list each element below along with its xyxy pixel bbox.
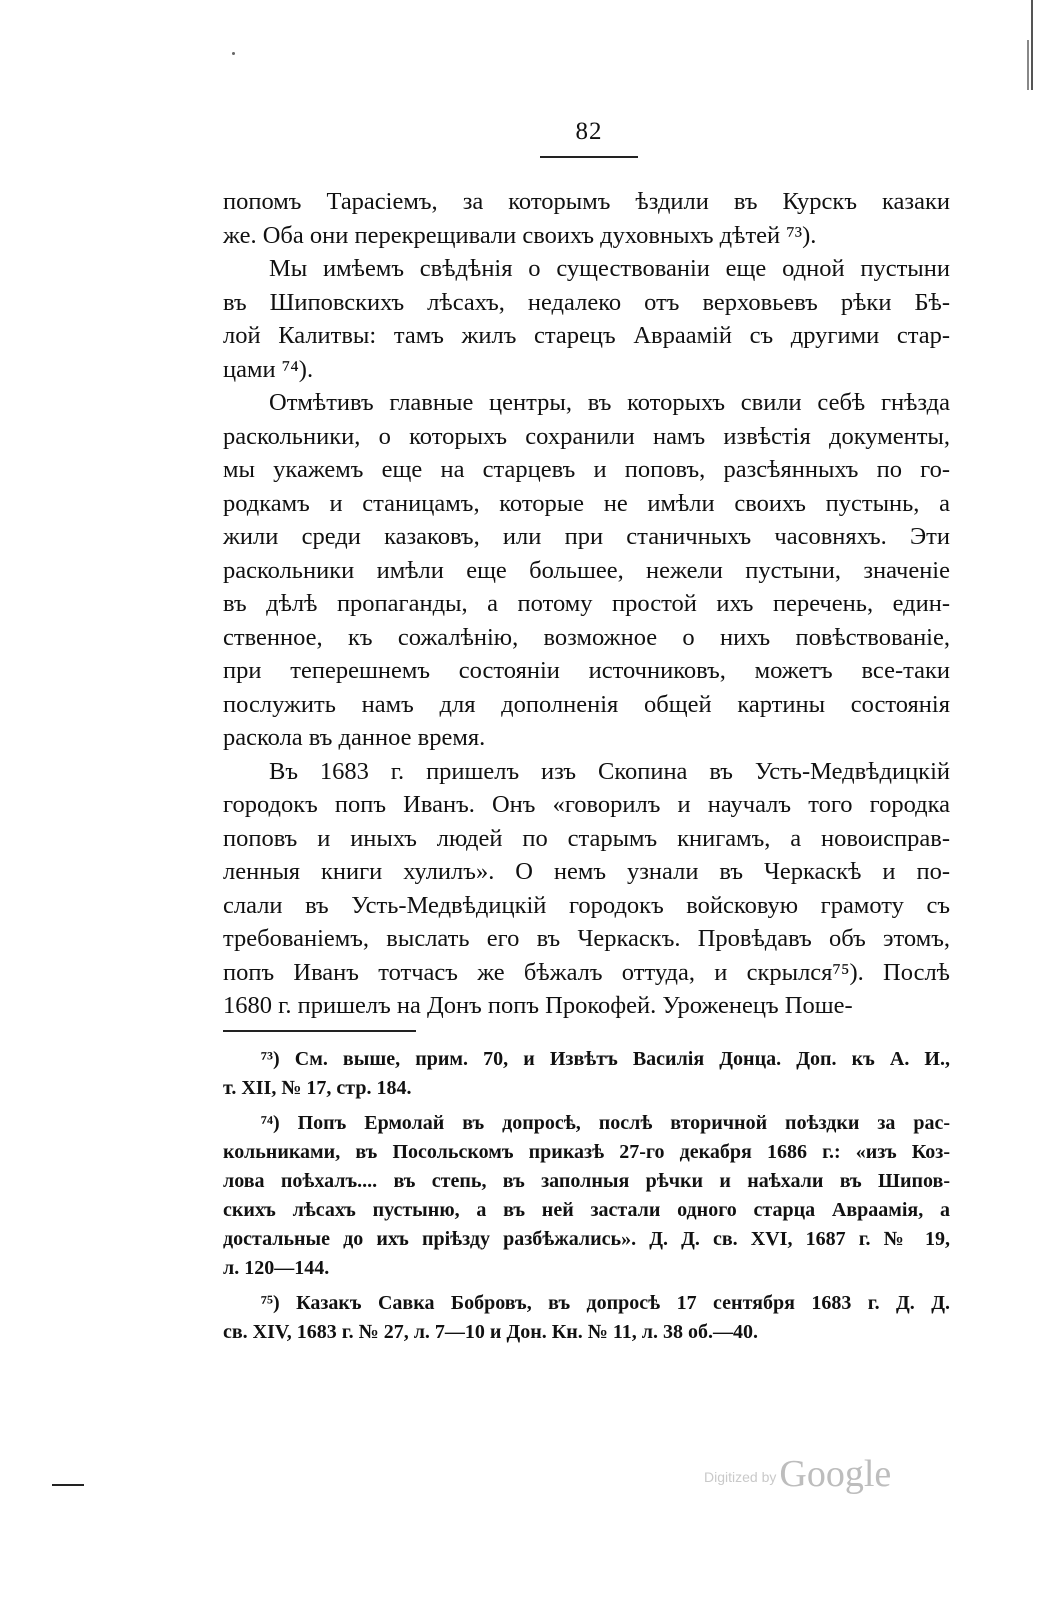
text-line: попомъ Тарасіемъ, за которымъ ѣздили въ Курскъ казаки (223, 188, 950, 215)
scan-edge-mark (52, 1484, 84, 1486)
scan-edge-mark (1031, 0, 1033, 90)
footnote-line: т. XII, № 17, стр. 184. (223, 1077, 412, 1099)
text-line: ленныя книги хулилъ». О немъ узнали въ Черкаскѣ и по- (223, 858, 950, 885)
footnote-line: л. 120—144. (223, 1257, 330, 1279)
text-line: ственное, къ сожалѣнію, возможное о нихъ повѣствованіе, (223, 623, 950, 651)
footnote-line: кольниками, въ Посольскомъ приказѣ 27-го декабря 1686 г.: «изъ Коз- (223, 1141, 950, 1163)
text-line: поповъ и иныхъ людей по старымъ книгамъ, а новоисправ- (223, 824, 950, 852)
footnote-separator (223, 1030, 416, 1032)
footnote-line: ⁷⁵) Казакъ Савка Бобровъ, въ допросѣ 17 сентября 1683 г. Д. Д. (261, 1292, 950, 1314)
google-logo: Google (779, 1453, 892, 1495)
text-line: Отмѣтивъ главные центры, въ которыхъ свили себѣ гнѣзда (269, 389, 950, 416)
digitized-watermark (704, 1452, 891, 1496)
footnote-line: св. XIV, 1683 г. № 27, л. 7—10 и Дон. Кн. № 11, л. 38 об.—40. (223, 1321, 758, 1343)
text-line: городокъ попъ Иванъ. Онъ «говорилъ и научалъ того городка (223, 791, 950, 818)
footnote-line: достальные до ихъ пріѣзду разбѣжались». Д. Д. св. XVI, 1687 г. № 19, (223, 1228, 950, 1250)
footnote (223, 1045, 950, 1103)
text-line: въ дѣлѣ пропаганды, а потому простой ихъ перечень, един- (223, 590, 950, 617)
body-text (223, 185, 950, 1023)
text-line: жили среди казаковъ, или при станичныхъ часовняхъ. Эти (223, 523, 950, 550)
text-line: же. Оба они перекрещивали своихъ духовныхъ дѣтей ⁷³). (223, 221, 817, 249)
footnotes (223, 1045, 950, 1353)
text-line: 1680 г. пришелъ на Донъ попъ Прокофей. Уроженецъ Поше- (223, 992, 853, 1019)
footnote-line: скихъ лѣсахъ пустыню, а въ ней застали одного старца Авраамія, а (223, 1199, 950, 1221)
footnote-line: лова поѣхалъ.... въ степь, въ заполныя рѣчки и наѣхали въ Шипов- (223, 1170, 950, 1192)
text-line: раскола въ данное время. (223, 724, 486, 751)
text-line: родкамъ и станицамъ, которые не имѣли своихъ пустынь, а (223, 489, 950, 517)
scan-edge-mark (1027, 40, 1029, 90)
page-number: 82 (575, 118, 603, 145)
text-line: мы укажемъ еще на старцевъ и поповъ, разсѣянныхъ по го- (223, 456, 950, 483)
text-line: при теперешнемъ состояніи источниковъ, можетъ все-таки (223, 657, 950, 684)
text-line: Мы имѣемъ свѣдѣнія о существованіи еще одной пустыни (269, 255, 950, 282)
text-line: раскольники имѣли еще большее, нежели пустыни, значеніе (223, 556, 950, 584)
footnote (223, 1109, 950, 1283)
text-line: попъ Иванъ тотчасъ же бѣжалъ оттуда, и скрылся⁷⁵). Послѣ (223, 958, 950, 986)
text-line: требованіемъ, выслать его въ Черкаскъ. Провѣдавъ объ этомъ, (223, 925, 950, 952)
watermark-prefix: Digitized by (704, 1469, 777, 1485)
footnote-line: ⁷³) См. выше, прим. 70, и Извѣтъ Василія Донца. Доп. къ А. И., (261, 1048, 950, 1070)
text-line: раскольники, о которыхъ сохранили намъ извѣстія документы, (223, 422, 950, 450)
text-line: Въ 1683 г. пришелъ изъ Скопина въ Усть-Медвѣдицкій (269, 757, 950, 785)
text-line: въ Шиповскихъ лѣсахъ, недалеко отъ верховьевъ рѣки Бѣ- (223, 288, 950, 316)
page-number-underline (540, 156, 638, 158)
text-line: лой Калитвы: тамъ жилъ старецъ Авраамій съ другими стар- (223, 322, 950, 349)
text-line: слали въ Усть-Медвѣдицкій городокъ войсковую грамоту съ (223, 891, 950, 919)
scan-speck (232, 52, 235, 55)
footnote-line: ⁷⁴) Попъ Ермолай въ допросѣ, послѣ вторичной поѣздки за рас- (261, 1112, 950, 1134)
text-line: цами ⁷⁴). (223, 355, 314, 383)
footnote (223, 1289, 950, 1347)
text-line: послужить намъ для дополненія общей картины состоянія (223, 690, 950, 718)
